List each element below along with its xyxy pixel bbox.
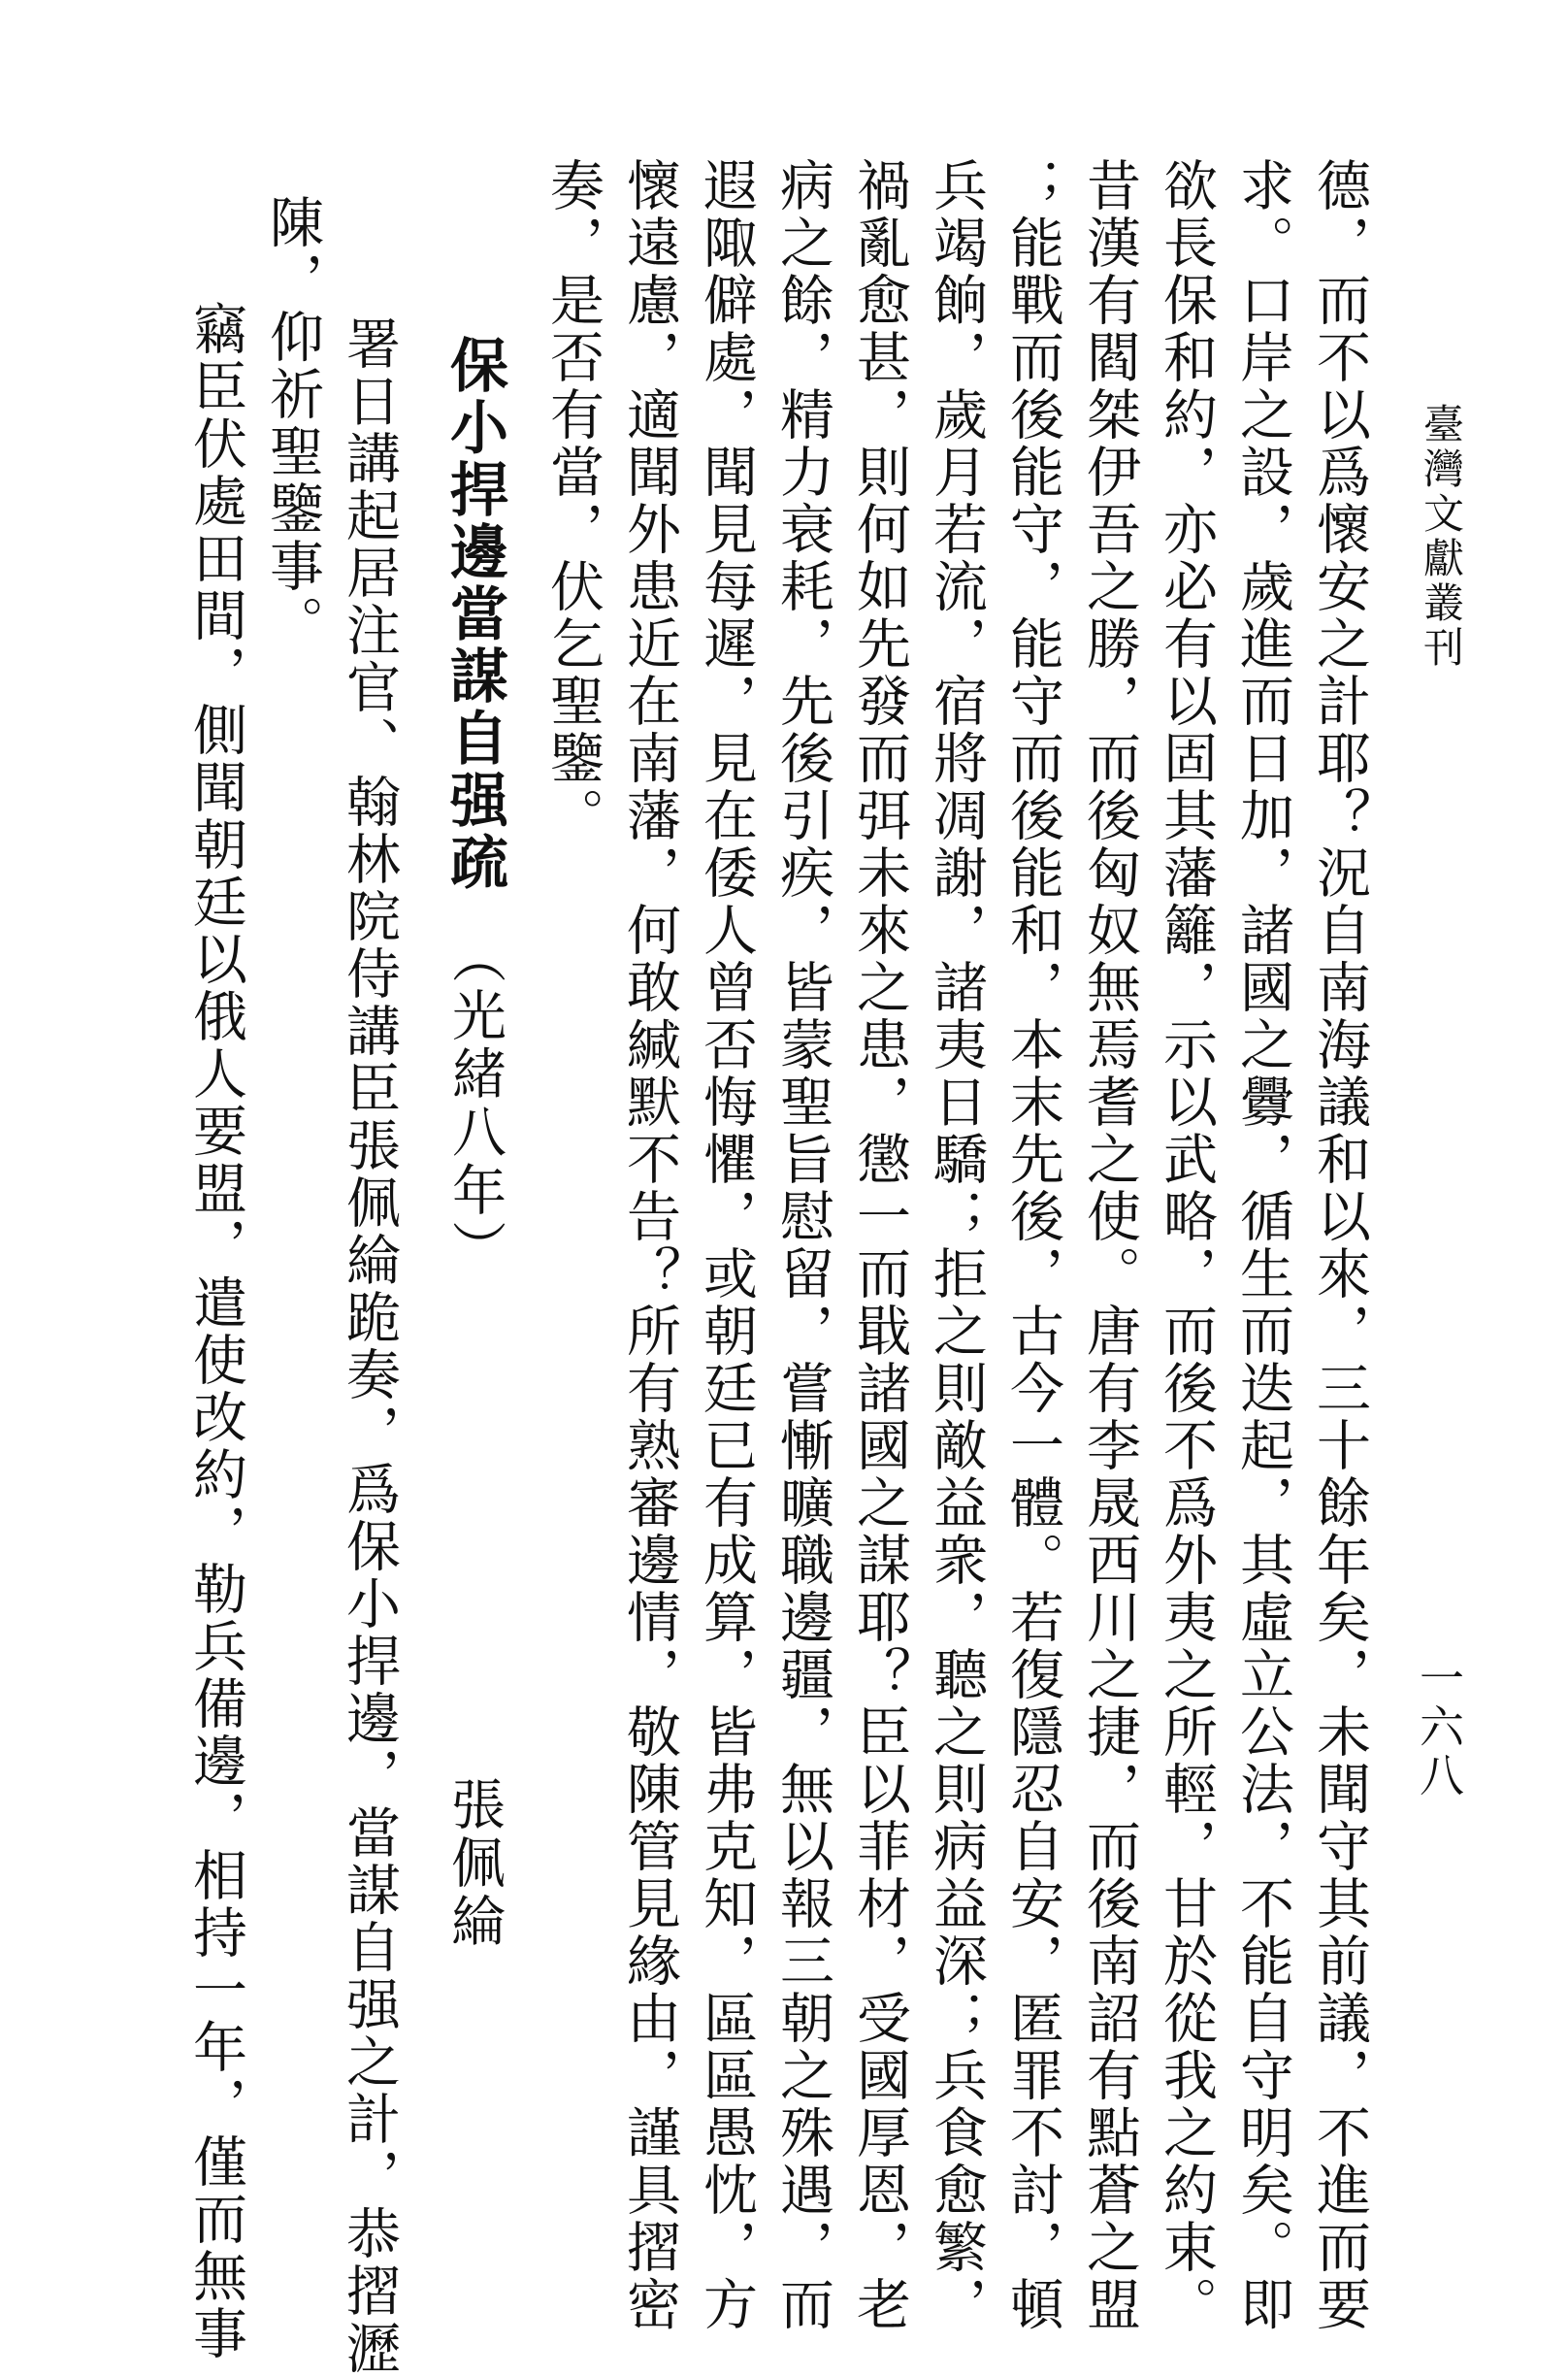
memorial-date: （光緒八年） bbox=[443, 929, 506, 1278]
text-column: 德，而不以爲懷安之計耶？況自南海議和以來，三十餘年矣，未聞守其前議，不進而要 bbox=[1308, 157, 1371, 2333]
text-column: 遐陬僻處，聞見每遲，見在倭人曾否悔懼，或朝廷已有成算，皆弗克知，區區愚忱，方 bbox=[695, 157, 758, 2333]
text-column: 奏，是否有當，伏乞聖鑒。 bbox=[541, 157, 604, 844]
text-column: 昔漢有閻桀伊吾之勝，而後匈奴無焉耆之使。唐有李晟西川之捷，而後南詔有點蒼之盟 bbox=[1078, 157, 1141, 2333]
page-number: 一六八 bbox=[1413, 1655, 1465, 1800]
text-column: ；能戰而後能守，能守而後能和，本末先後，古今一體。若復隱忍自安，匿罪不討，頓 bbox=[1001, 157, 1064, 2333]
text-column: 竊臣伏處田間，側聞朝廷以俄人要盟，遣使改約，勒兵備邊，相持一年，僅而無事 bbox=[184, 301, 247, 2362]
author-name: 張佩綸 bbox=[442, 1776, 506, 1951]
text-column: 兵竭餉，歲月若流，宿將凋謝，諸夷日驕；拒之則敵益衆，聽之則病益深；兵食愈繁， bbox=[925, 157, 988, 2333]
text-column: 求。口岸之設，歲進而日加，諸國之釁，循生而迭起，其虛立公法，不能自守明矣。即 bbox=[1231, 157, 1294, 2333]
running-title: 臺灣文獻叢刊 bbox=[1418, 403, 1465, 671]
memorial-title-text: 保小捍邊當謀自强疏 bbox=[441, 335, 508, 894]
text-column: 懷遠慮，適聞外患近在南藩，何敢緘默不告？所有熟審邊情，敬陳管見緣由，謹具摺密 bbox=[618, 157, 681, 2333]
text-column: 禍亂愈甚，則何如先發而弭未來之患，懲一而戢諸國之謀耶？臣以菲材，受國厚恩，老 bbox=[848, 157, 911, 2333]
text-column: 陳，仰祈聖鑒事。 bbox=[261, 194, 324, 652]
text-column: 病之餘，精力衰耗，先後引疾，皆蒙聖旨慰留，嘗慚曠職邊疆，無以報三朝之殊遇，而 bbox=[771, 157, 834, 2333]
text-column: 署日講起居注官、翰林院侍講臣張佩綸跪奏，爲保小捍邊，當謀自强之計，恭摺瀝 bbox=[338, 315, 401, 2377]
memorial-title bbox=[441, 335, 508, 1278]
text-column: 欲長保和約，亦必有以固其藩籬，示以武略，而後不爲外夷之所輕，甘於從我之約束。 bbox=[1155, 157, 1218, 2333]
